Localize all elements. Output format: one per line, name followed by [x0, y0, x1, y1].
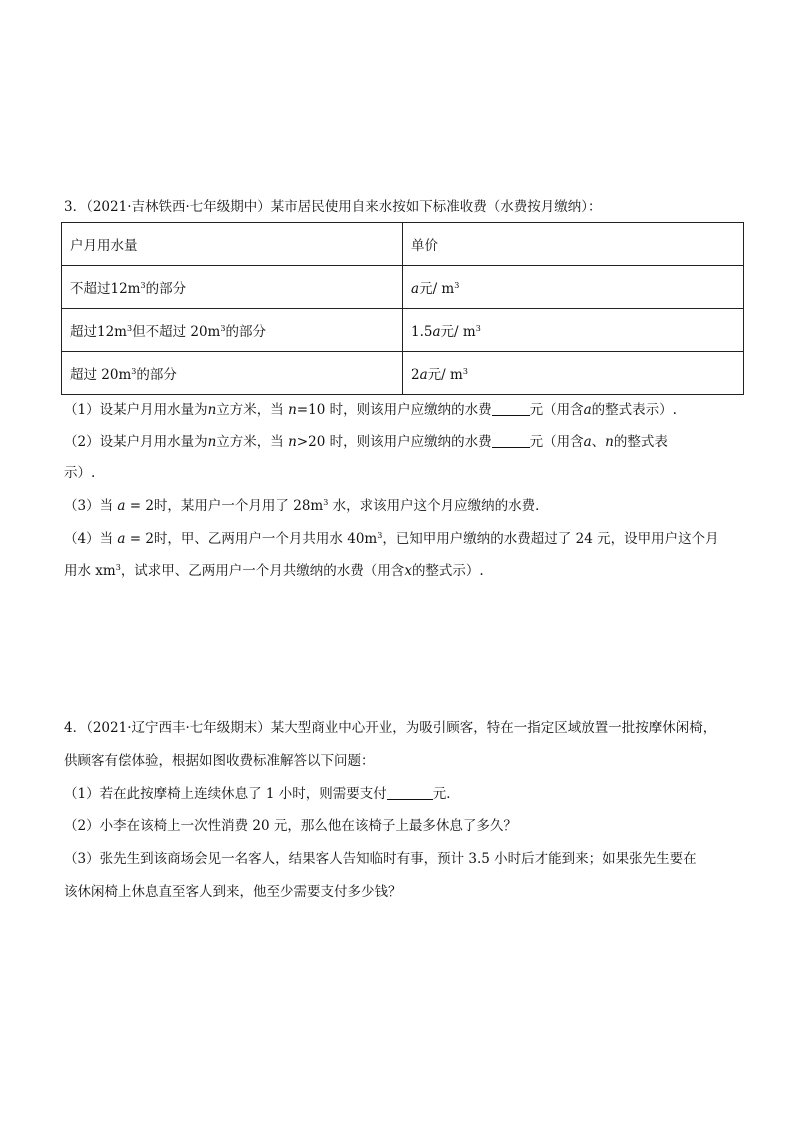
question-3-part-2: （2）设某户月用水量为n立方米，当 n>20 时，则该用户应缴纳的水费 元（用含a、n的整式表: [64, 434, 668, 450]
question-4-stem: [64, 718, 716, 738]
question-number: 3．: [64, 199, 87, 215]
table-row: [62, 309, 744, 352]
question-4-part-3: （3）张先生到该商场会见一名客人，结果客人告知临时有事，预计 3.5 小时后才能到来；如果张先生要在: [64, 851, 697, 867]
table-row: [62, 352, 744, 395]
question-text: 某市居民使用自来水按如下标准收费（水费按月缴纳）：: [270, 199, 602, 215]
table-cell: 超过 $20m^3$的部分: [62, 352, 403, 395]
table-row: [62, 266, 744, 309]
table-header-row: [62, 223, 744, 266]
question-3-part-4-cont: 用水 $xm^3$，试求甲、乙两用户一个月共缴纳的水费（用含x的整式示）.: [64, 563, 484, 579]
table-cell: 2a元/ $m^3$: [403, 352, 744, 395]
table-cell: 1.5a元/ $m^3$: [403, 309, 744, 352]
question-text: 某大型商业中心开业，为吸引顾客，特在一指定区域放置一批按摩休闲椅，: [270, 720, 717, 736]
answer-blank[interactable]: [492, 401, 530, 416]
question-3-part-2-cont: 示）.: [64, 465, 96, 481]
question-source: （2021·吉林铁西·七年级期中）: [86, 199, 271, 215]
table-header-cell: 户月用水量: [62, 223, 403, 266]
question-4-stem-cont: 供顾客有偿体验，根据如图收费标准解答以下问题：: [64, 753, 375, 769]
question-3-part-3: （3）当 a = 2时，某用户一个月用了 $28m^3$ 水，求该用户这个月应缴纳的水费．: [64, 498, 549, 514]
question-4-part-1: （1）若在此按摩椅上连续休息了 1 小时，则需要支付 元．: [64, 786, 460, 802]
question-3-stem: [64, 197, 602, 217]
question-source: （2021·辽宁西丰·七年级期末）: [86, 720, 271, 736]
question-4-part-2: （2）小李在该椅上一次性消费 20 元，那么他在该椅子上最多休息了多久？: [64, 818, 517, 834]
table-header-cell: 单价: [403, 223, 744, 266]
answer-blank[interactable]: [492, 433, 530, 448]
question-3-part-4: （4）当 a = 2时，甲、乙两用户一个月共用水 $40m^3$，已知甲用户缴纳的水费超过了 24 元，设甲用户这个月: [64, 531, 719, 547]
answer-blank[interactable]: [387, 785, 433, 800]
table-cell: a元/ $m^3$: [403, 266, 744, 309]
water-price-table: [61, 222, 744, 395]
question-4-part-3-cont: 该休闲椅上休息直至客人到来，他至少需要支付多少钱？: [64, 884, 402, 900]
question-3-part-1: （1）设某户月用水量为n立方米，当 n=10 时，则该用户应缴纳的水费 元（用含a的整式表示）.: [64, 402, 677, 418]
table-cell: 超过$12m^3$但不超过 $20m^3$的部分: [62, 309, 403, 352]
table-cell: 不超过$12m^3$的部分: [62, 266, 403, 309]
question-number: 4．: [64, 720, 87, 736]
